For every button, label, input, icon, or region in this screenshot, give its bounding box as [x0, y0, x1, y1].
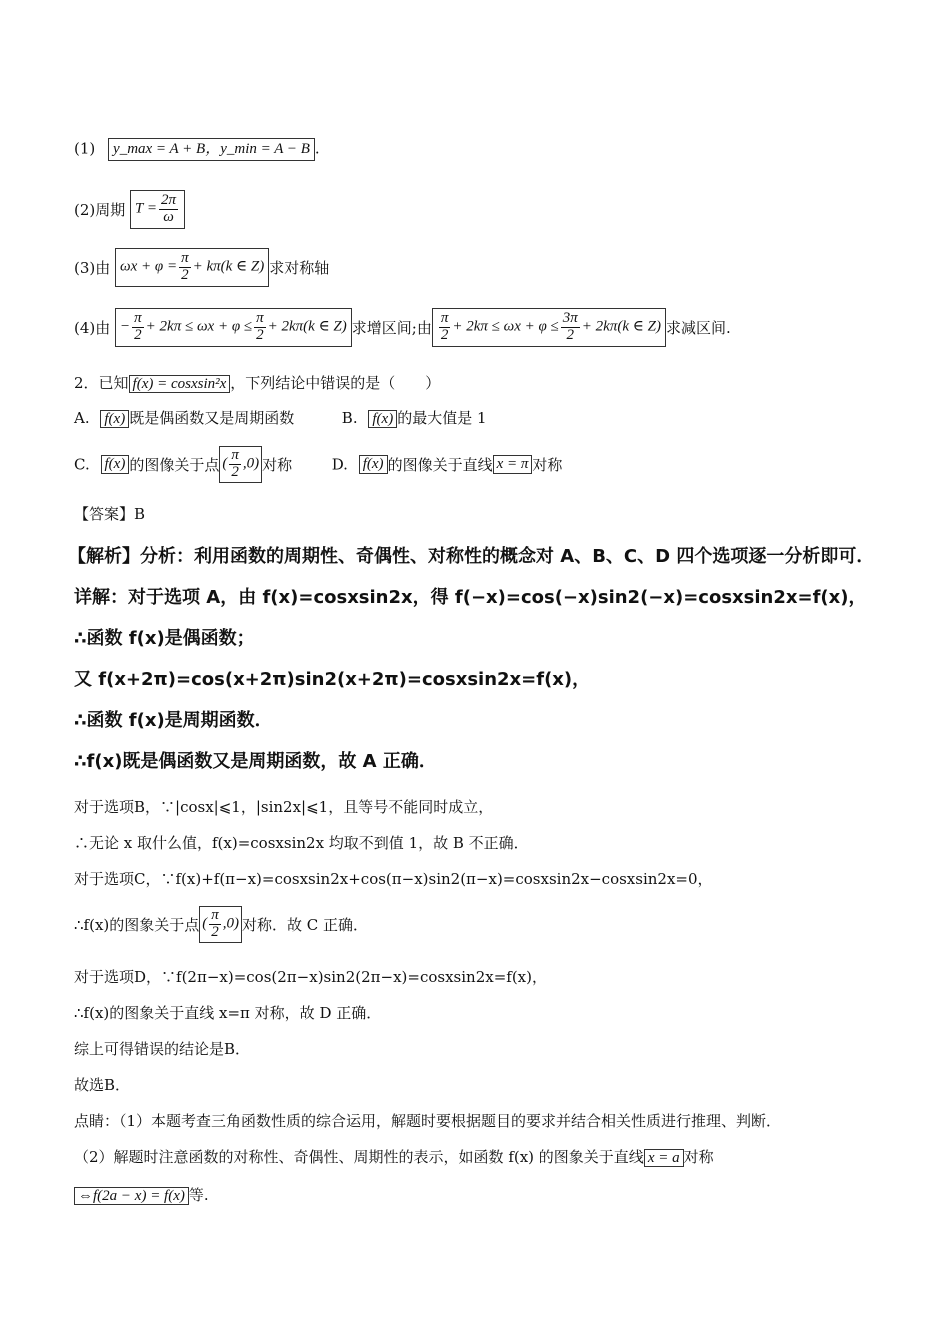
option-b-label: B. — [341, 409, 358, 427]
analysis-line-4: 又 f(x+2π)=cos(x+2π)sin2(x+2π)=cosxsin2x=f(x)， — [74, 669, 591, 690]
analysis-line-10-post: 对称．故 C 正确． — [242, 915, 369, 934]
analysis-line-5: ∴函数 f(x)是周期函数． — [74, 710, 273, 731]
item-1-label: (1) — [74, 139, 96, 158]
analysis-line-9: 对于选项C，∵f(x)+f(π−x)=cosxsin2x+cos(π−x)sin2(π−x)=cosxsin2x−cosxsin2x=0， — [74, 870, 713, 888]
option-d-tail: 对称 — [532, 455, 563, 474]
analysis-line-16-pre: （2）解题时注意函数的对称性、奇偶性、周期性的表示，如函数 f(x) 的图象关于直线 — [74, 1148, 644, 1166]
options-row-ab — [74, 407, 487, 428]
item-3-tail: 求对称轴 — [269, 258, 330, 277]
option-a-label: A. — [74, 409, 90, 427]
option-c-fx: f(x) — [101, 455, 130, 474]
symmetry-axis-formula: ωx + φ = $\frac{\pi}{2}$ + kπ(k ∈ Z) — [115, 248, 269, 287]
option-d-label: D. — [331, 455, 348, 474]
analysis-line-16-post: 对称 — [683, 1148, 714, 1166]
question-stem-pre: 2．已知 — [74, 374, 129, 392]
analysis-line-10 — [74, 906, 368, 943]
item-4-label: (4)由 — [74, 318, 111, 337]
analysis-line-12: ∴f(x)的图象关于直线 x=π 对称，故 D 正确． — [74, 1004, 382, 1022]
analysis-line-13: 综上可得错误的结论是B． — [74, 1040, 251, 1058]
analysis-line-7: 对于选项B，∵|cosx|⩽1，|sin2x|⩽1，且等号不能同时成立， — [74, 798, 494, 816]
analysis-line-17 — [74, 1184, 209, 1205]
increasing-interval-formula: − $\frac{\pi}{2}$ + 2kπ ≤ ωx + φ ≤ $\frac{\pi}{2}$ + 2kπ(k ∈ Z) — [115, 308, 352, 347]
line-x-equals-a: x = a — [644, 1149, 684, 1168]
item-4-mid: 求增区间;由 — [351, 318, 432, 337]
question-stem-post: ，下列结论中错误的是（ ） — [230, 374, 441, 392]
analysis-line-10-pre: ∴f(x)的图象关于点 — [74, 915, 200, 934]
item-4 — [74, 308, 731, 347]
period-formula: T = $\frac{2\pi}{\omega}$ — [130, 190, 185, 229]
analysis-line-6: ∴f(x)既是偶函数又是周期函数，故 A 正确． — [74, 751, 437, 772]
option-c-label: C. — [74, 455, 90, 474]
period-fraction: $\frac{2\pi}{\omega}$ — [160, 192, 176, 225]
item-2 — [74, 190, 185, 229]
analysis-line-1: 【解析】分析：利用函数的周期性、奇偶性、对称性的概念对 A、B、C、D 四个选项逐一分析即可． — [68, 546, 875, 567]
symmetry-condition: ⇔f(2a − x) = f(x) — [74, 1187, 189, 1206]
item-2-label: (2)周期 — [74, 200, 126, 219]
item-4-tail: 求减区间. — [665, 318, 731, 337]
analysis-line-2: 详解：对于选项 A，由 f(x)=cosxsin2x，得 f(−x)=cos(−x)sin2(−x)=cosxsin2x=f(x)， — [74, 587, 867, 608]
analysis-line-14: 故选B． — [74, 1076, 131, 1094]
answer: 【答案】B — [74, 505, 146, 523]
analysis-line-8: ∴无论 x 取什么值，f(x)=cosxsin2x 均取不到值 1，故 B 不正确． — [74, 834, 529, 852]
analysis-line-15: 点睛：（1）本题考查三角函数性质的综合运用，解题时要根据题目的要求并结合相关性质进行推理、判断． — [74, 1112, 782, 1130]
option-d-line: x = π — [493, 455, 533, 474]
option-d-fx: f(x) — [359, 455, 388, 474]
item-3-label: (3)由 — [74, 258, 111, 277]
options-row-cd — [74, 446, 562, 483]
option-c-point: ( $\frac{\pi}{2}$ ,0) — [219, 446, 262, 483]
analysis-line-3: ∴函数 f(x)是偶函数； — [74, 628, 255, 649]
option-a-fx: f(x) — [100, 410, 129, 429]
option-d-text: 的图像关于直线 — [387, 455, 493, 474]
symmetry-point: ( $\frac{\pi}{2}$ ,0) — [199, 906, 242, 943]
option-b-fx: f(x) — [368, 410, 397, 429]
option-b-text: 的最大值是 1 — [397, 409, 487, 427]
item-1-tail: . — [314, 139, 320, 158]
analysis-line-17-post: 等. — [188, 1186, 209, 1204]
option-c-text: 的图像关于点 — [129, 455, 220, 474]
option-a-text: 既是偶函数又是周期函数 — [129, 409, 295, 427]
question-stem — [74, 372, 440, 393]
item-1-formula: y_max = A + B，y_min = A − B — [108, 138, 315, 161]
analysis-line-16 — [74, 1146, 714, 1167]
analysis-line-11: 对于选项D，∵f(2π−x)=cos(2π−x)sin2(2π−x)=cosxsin2x=f(x)， — [74, 968, 547, 986]
option-c-tail: 对称 — [262, 455, 293, 474]
question-function: f(x) = cosxsin²x — [129, 375, 231, 394]
item-3 — [74, 248, 329, 287]
item-1 — [74, 138, 320, 161]
decreasing-interval-formula: $\frac{\pi}{2}$ + 2kπ ≤ ωx + φ ≤ $\frac{3\pi}{2}$ + 2kπ(k ∈ Z) — [432, 308, 666, 347]
